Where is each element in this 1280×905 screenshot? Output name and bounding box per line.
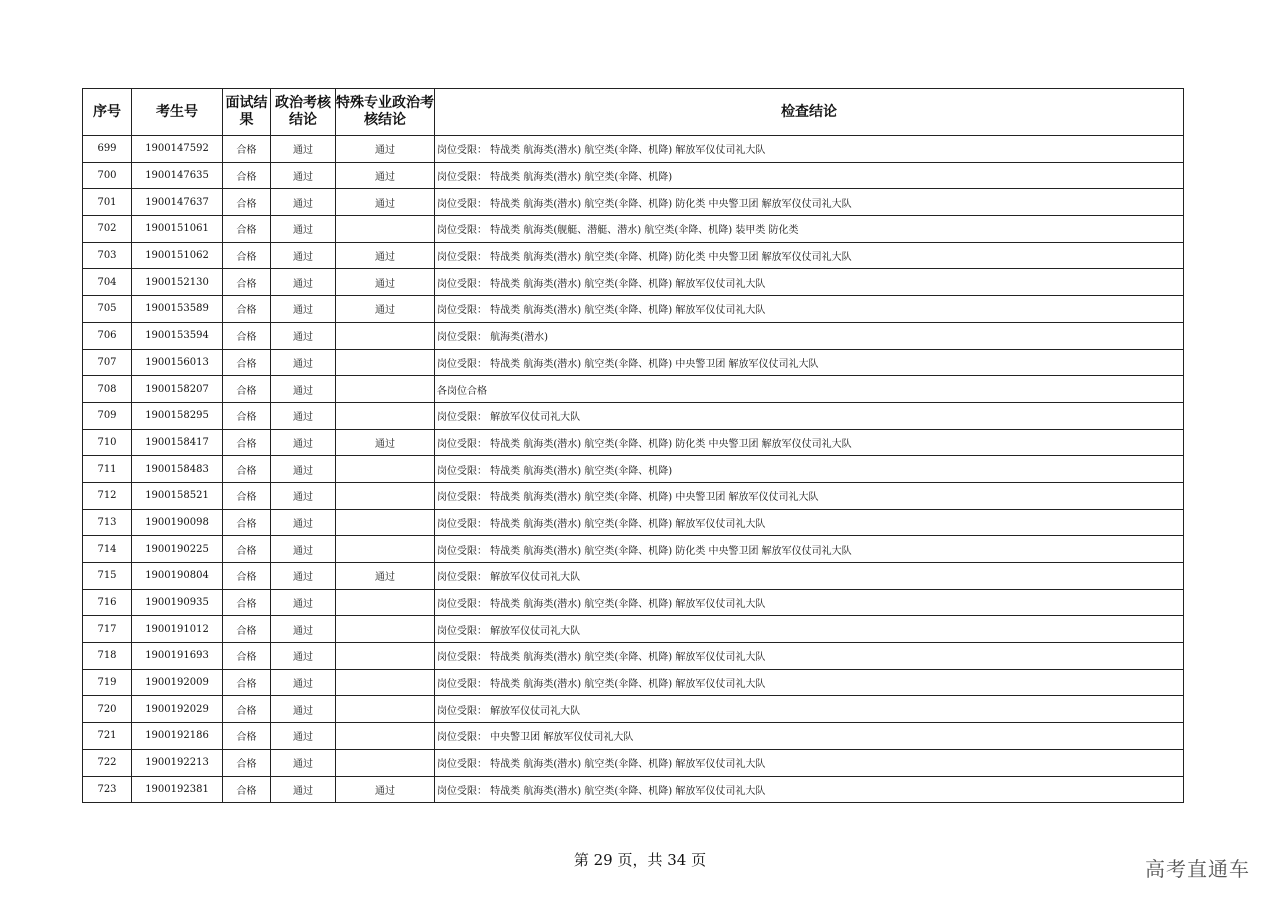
cell-seq: 701 [83,189,132,216]
cell-seq: 715 [83,563,132,590]
cell-check-result: 岗位受限： 特战类 航海类(潜水) 航空类(伞降、机降) 解放军仪仗司礼大队 [435,749,1184,776]
table-row [83,482,1184,509]
cell-exam-no: 1900152130 [132,269,223,296]
table-row [83,456,1184,483]
cell-interview-result: 合格 [223,723,271,750]
cell-political-review: 通过 [271,189,336,216]
cell-check-result: 岗位受限： 特战类 航海类(潜水) 航空类(伞降、机降) 解放军仪仗司礼大队 [435,643,1184,670]
cell-interview-result: 合格 [223,402,271,429]
cell-exam-no: 1900192213 [132,749,223,776]
table-row [83,643,1184,670]
table-row [83,536,1184,563]
cell-political-review: 通过 [271,456,336,483]
cell-special-political-review: 通过 [336,162,435,189]
cell-interview-result: 合格 [223,696,271,723]
cell-interview-result: 合格 [223,162,271,189]
cell-seq: 700 [83,162,132,189]
table-row [83,402,1184,429]
cell-check-result: 岗位受限： 解放军仪仗司礼大队 [435,696,1184,723]
cell-special-political-review [336,669,435,696]
cell-political-review: 通过 [271,269,336,296]
cell-seq: 699 [83,136,132,163]
cell-check-result: 岗位受限： 特战类 航海类(潜水) 航空类(伞降、机降) 防化类 中央警卫团 解放军仪仗司礼大队 [435,536,1184,563]
cell-check-result: 岗位受限： 特战类 航海类(潜水) 航空类(伞降、机降) [435,162,1184,189]
cell-exam-no: 1900190225 [132,536,223,563]
cell-check-result: 各岗位合格 [435,376,1184,403]
cell-special-political-review [336,376,435,403]
cell-check-result: 岗位受限： 特战类 航海类(潜水) 航空类(伞降、机降) 防化类 中央警卫团 解放军仪仗司礼大队 [435,189,1184,216]
cell-check-result: 岗位受限： 特战类 航海类(潜水) 航空类(伞降、机降) 解放军仪仗司礼大队 [435,296,1184,323]
cell-check-result: 岗位受限： 解放军仪仗司礼大队 [435,616,1184,643]
cell-seq: 723 [83,776,132,803]
cell-interview-result: 合格 [223,509,271,536]
cell-seq: 710 [83,429,132,456]
table-row [83,616,1184,643]
cell-interview-result: 合格 [223,322,271,349]
cell-special-political-review [336,589,435,616]
header-exam-no: 考生号 [132,89,223,136]
cell-political-review: 通过 [271,376,336,403]
cell-seq: 706 [83,322,132,349]
cell-interview-result: 合格 [223,563,271,590]
cell-exam-no: 1900192381 [132,776,223,803]
cell-special-political-review: 通过 [336,269,435,296]
cell-interview-result: 合格 [223,429,271,456]
cell-seq: 707 [83,349,132,376]
cell-special-political-review [336,696,435,723]
table-row [83,696,1184,723]
cell-special-political-review [336,402,435,429]
cell-exam-no: 1900147635 [132,162,223,189]
cell-interview-result: 合格 [223,376,271,403]
cell-exam-no: 1900158295 [132,402,223,429]
cell-political-review: 通过 [271,589,336,616]
cell-exam-no: 1900190804 [132,563,223,590]
cell-political-review: 通过 [271,563,336,590]
cell-seq: 713 [83,509,132,536]
cell-exam-no: 1900190098 [132,509,223,536]
cell-interview-result: 合格 [223,669,271,696]
cell-exam-no: 1900151062 [132,242,223,269]
cell-political-review: 通过 [271,349,336,376]
table-row [83,669,1184,696]
cell-check-result: 岗位受限： 特战类 航海类(潜水) 航空类(伞降、机降) 解放军仪仗司礼大队 [435,269,1184,296]
table-row [83,296,1184,323]
cell-political-review: 通过 [271,402,336,429]
cell-political-review: 通过 [271,696,336,723]
cell-interview-result: 合格 [223,482,271,509]
cell-special-political-review [336,616,435,643]
cell-special-political-review [336,482,435,509]
cell-seq: 702 [83,216,132,243]
cell-special-political-review: 通过 [336,296,435,323]
table-row [83,136,1184,163]
cell-special-political-review [336,509,435,536]
cell-special-political-review [336,349,435,376]
cell-political-review: 通过 [271,616,336,643]
cell-interview-result: 合格 [223,776,271,803]
cell-check-result: 岗位受限： 特战类 航海类(潜水) 航空类(伞降、机降) 中央警卫团 解放军仪仗司礼大队 [435,482,1184,509]
cell-exam-no: 1900192009 [132,669,223,696]
cell-exam-no: 1900153594 [132,322,223,349]
table-row [83,189,1184,216]
table-row [83,349,1184,376]
cell-political-review: 通过 [271,669,336,696]
cell-special-political-review [336,216,435,243]
cell-exam-no: 1900151061 [132,216,223,243]
cell-political-review: 通过 [271,136,336,163]
table-row [83,269,1184,296]
header-interview-result: 面试结果 [223,89,271,136]
cell-special-political-review: 通过 [336,189,435,216]
cell-check-result: 岗位受限： 特战类 航海类(潜水) 航空类(伞降、机降) 防化类 中央警卫团 解放军仪仗司礼大队 [435,429,1184,456]
table-row [83,429,1184,456]
cell-special-political-review [336,322,435,349]
table-row [83,162,1184,189]
header-seq: 序号 [83,89,132,136]
cell-seq: 709 [83,402,132,429]
cell-exam-no: 1900190935 [132,589,223,616]
cell-special-political-review [336,749,435,776]
cell-interview-result: 合格 [223,296,271,323]
cell-political-review: 通过 [271,509,336,536]
cell-exam-no: 1900147637 [132,189,223,216]
cell-interview-result: 合格 [223,269,271,296]
cell-seq: 719 [83,669,132,696]
cell-check-result: 岗位受限： 特战类 航海类(潜水) 航空类(伞降、机降) 解放军仪仗司礼大队 [435,509,1184,536]
cell-political-review: 通过 [271,216,336,243]
cell-check-result: 岗位受限： 特战类 航海类(潜水) 航空类(伞降、机降) 解放军仪仗司礼大队 [435,776,1184,803]
cell-exam-no: 1900191012 [132,616,223,643]
cell-check-result: 岗位受限： 特战类 航海类(潜水) 航空类(伞降、机降) 防化类 中央警卫团 解放军仪仗司礼大队 [435,242,1184,269]
header-political-review: 政治考核结论 [271,89,336,136]
header-special-political-review: 特殊专业政治考核结论 [336,89,435,136]
cell-exam-no: 1900191693 [132,643,223,670]
cell-check-result: 岗位受限： 特战类 航海类(潜水) 航空类(伞降、机降) 解放军仪仗司礼大队 [435,669,1184,696]
cell-political-review: 通过 [271,162,336,189]
cell-interview-result: 合格 [223,616,271,643]
cell-political-review: 通过 [271,723,336,750]
cell-political-review: 通过 [271,429,336,456]
cell-interview-result: 合格 [223,589,271,616]
cell-political-review: 通过 [271,536,336,563]
table-row [83,776,1184,803]
cell-political-review: 通过 [271,643,336,670]
cell-seq: 721 [83,723,132,750]
cell-interview-result: 合格 [223,536,271,563]
cell-special-political-review: 通过 [336,429,435,456]
cell-seq: 714 [83,536,132,563]
table-row [83,749,1184,776]
cell-seq: 711 [83,456,132,483]
cell-interview-result: 合格 [223,189,271,216]
cell-exam-no: 1900147592 [132,136,223,163]
cell-political-review: 通过 [271,242,336,269]
table-row [83,589,1184,616]
cell-check-result: 岗位受限： 特战类 航海类(潜水) 航空类(伞降、机降) 解放军仪仗司礼大队 [435,136,1184,163]
cell-special-political-review: 通过 [336,563,435,590]
cell-exam-no: 1900192029 [132,696,223,723]
cell-special-political-review: 通过 [336,242,435,269]
cell-interview-result: 合格 [223,456,271,483]
watermark-logo: 高考直通车 [1145,857,1250,881]
cell-political-review: 通过 [271,296,336,323]
cell-seq: 717 [83,616,132,643]
cell-check-result: 岗位受限： 特战类 航海类(潜水) 航空类(伞降、机降) 中央警卫团 解放军仪仗司礼大队 [435,349,1184,376]
cell-exam-no: 1900153589 [132,296,223,323]
cell-interview-result: 合格 [223,349,271,376]
table-row [83,242,1184,269]
cell-political-review: 通过 [271,749,336,776]
table-body [83,136,1184,803]
cell-exam-no: 1900158521 [132,482,223,509]
cell-exam-no: 1900156013 [132,349,223,376]
cell-exam-no: 1900158207 [132,376,223,403]
cell-seq: 720 [83,696,132,723]
cell-seq: 722 [83,749,132,776]
table-row [83,723,1184,750]
cell-exam-no: 1900158417 [132,429,223,456]
cell-special-political-review [336,456,435,483]
cell-interview-result: 合格 [223,643,271,670]
cell-exam-no: 1900192186 [132,723,223,750]
results-table [82,88,1184,803]
cell-seq: 703 [83,242,132,269]
cell-check-result: 岗位受限： 中央警卫团 解放军仪仗司礼大队 [435,723,1184,750]
cell-check-result: 岗位受限： 航海类(潜水) [435,322,1184,349]
cell-check-result: 岗位受限： 解放军仪仗司礼大队 [435,563,1184,590]
cell-political-review: 通过 [271,322,336,349]
cell-check-result: 岗位受限： 解放军仪仗司礼大队 [435,402,1184,429]
cell-seq: 708 [83,376,132,403]
table-row [83,376,1184,403]
cell-exam-no: 1900158483 [132,456,223,483]
cell-interview-result: 合格 [223,216,271,243]
table-row [83,563,1184,590]
cell-check-result: 岗位受限： 特战类 航海类(潜水) 航空类(伞降、机降) [435,456,1184,483]
cell-political-review: 通过 [271,776,336,803]
cell-check-result: 岗位受限： 特战类 航海类(潜水) 航空类(伞降、机降) 解放军仪仗司礼大队 [435,589,1184,616]
cell-interview-result: 合格 [223,749,271,776]
cell-special-political-review [336,643,435,670]
cell-check-result: 岗位受限： 特战类 航海类(舰艇、潜艇、潜水) 航空类(伞降、机降) 装甲类 防化类 [435,216,1184,243]
cell-special-political-review [336,723,435,750]
table-row [83,322,1184,349]
cell-seq: 704 [83,269,132,296]
cell-special-political-review: 通过 [336,136,435,163]
cell-seq: 716 [83,589,132,616]
table-header-row [83,89,1184,136]
cell-interview-result: 合格 [223,242,271,269]
page-number: 第 29 页，共 34 页 [573,851,707,869]
cell-seq: 718 [83,643,132,670]
cell-special-political-review: 通过 [336,776,435,803]
table-row [83,509,1184,536]
header-check-result: 检查结论 [435,89,1184,136]
cell-special-political-review [336,536,435,563]
cell-seq: 705 [83,296,132,323]
cell-interview-result: 合格 [223,136,271,163]
table-row [83,216,1184,243]
cell-seq: 712 [83,482,132,509]
cell-political-review: 通过 [271,482,336,509]
